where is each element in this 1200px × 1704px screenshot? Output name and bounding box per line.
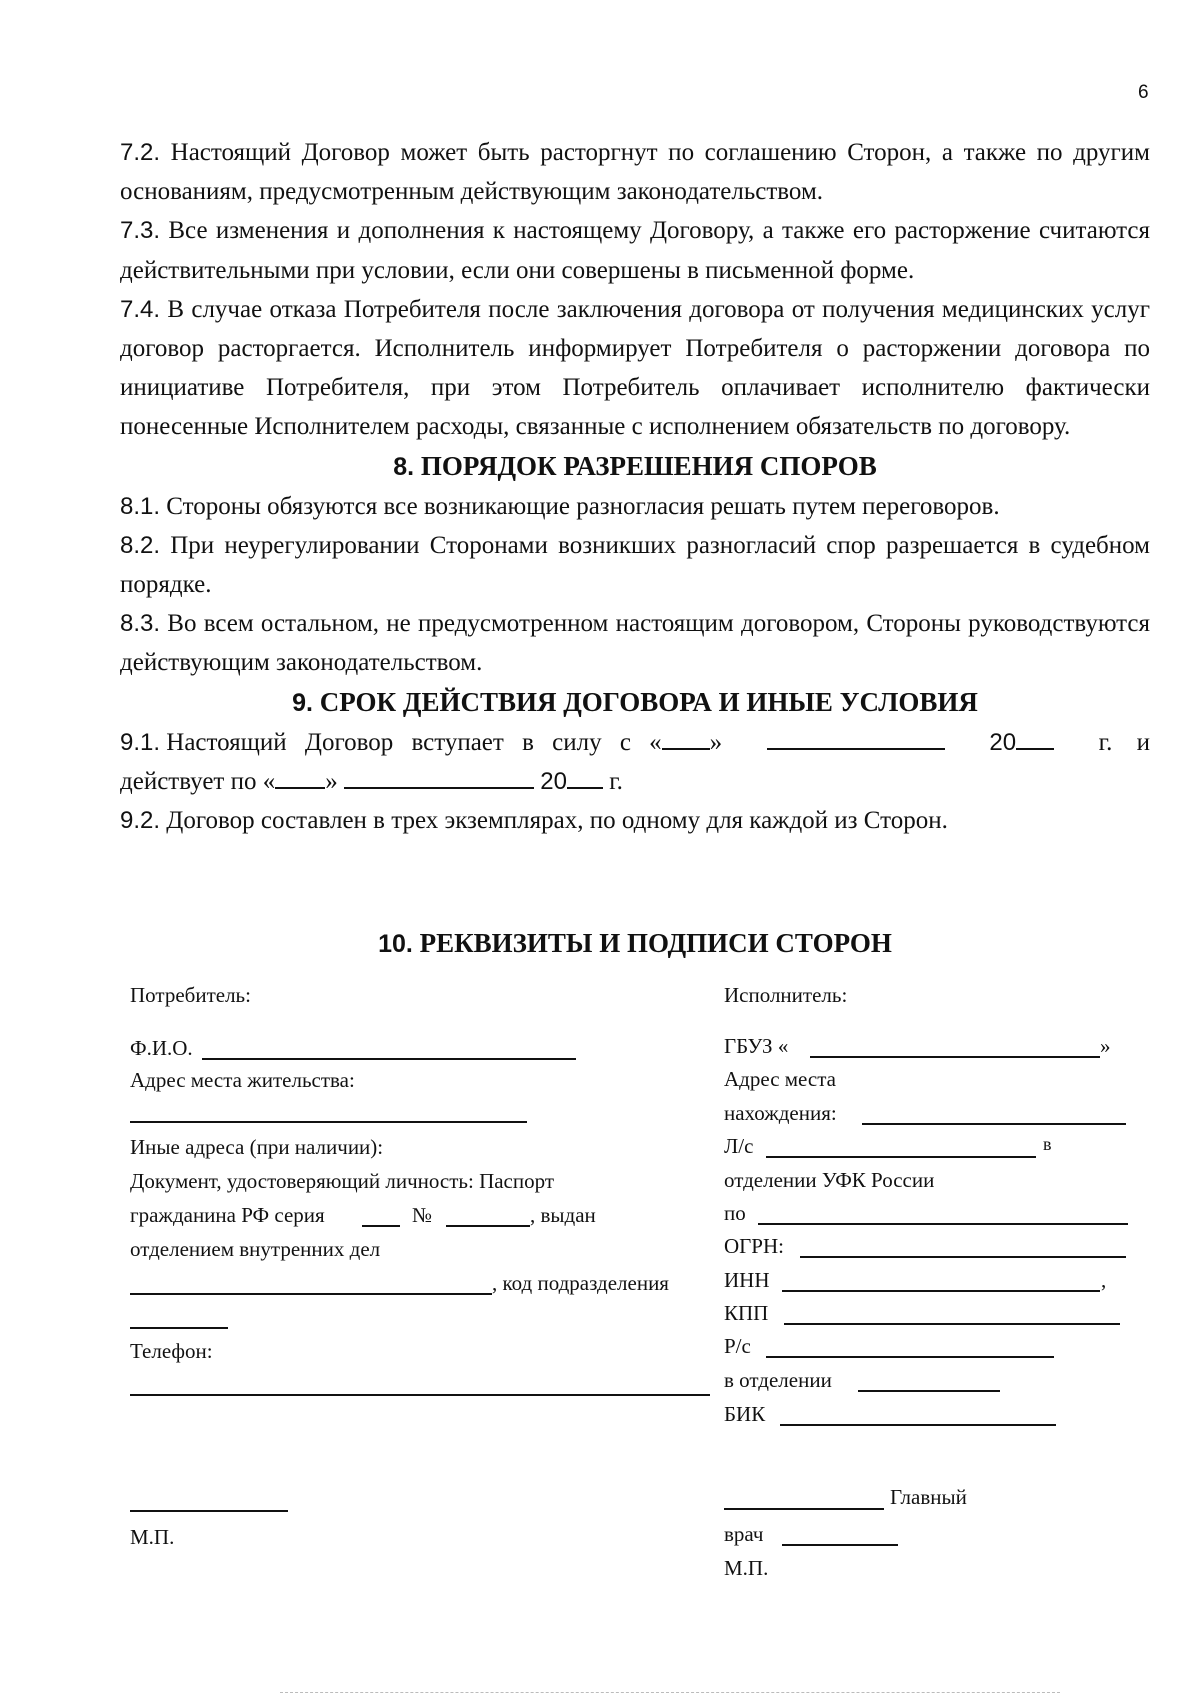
ogrn-label: ОГРН: [724, 1234, 784, 1258]
quote-close: » [709, 728, 723, 756]
division-code-label: , код подразделения [492, 1271, 669, 1295]
org-suffix: » [1100, 1034, 1111, 1058]
paragraph-text: Договор составлен в трех экземплярах, по одному для каждой из Сторон. [166, 807, 948, 835]
ufk-region-field[interactable] [758, 1223, 1128, 1225]
paragraph-text: Стороны обязуются все возникающие разногласия решать путем переговоров. [166, 492, 1000, 520]
rs-field[interactable] [766, 1356, 1054, 1358]
section-title: СРОК ДЕЙСТВИЯ ДОГОВОРА И ИНЫЕ УСЛОВИЯ [319, 686, 978, 717]
year-prefix: 20 [540, 767, 567, 795]
org-prefix: ГБУЗ « [724, 1034, 789, 1058]
section-number: 8. [393, 452, 415, 481]
inn-field[interactable] [782, 1290, 1100, 1292]
paragraph-number: 7.2. [120, 139, 161, 166]
ufk-label: отделении УФК России [724, 1168, 935, 1192]
bik-label: БИК [724, 1402, 766, 1426]
kpp-label: КПП [724, 1301, 769, 1325]
consumer-heading: Потребитель: [130, 983, 251, 1007]
paragraph-text: При неурегулировании Сторонами возникших разногласий спор разрешается в судебном порядке. [120, 531, 1151, 599]
paragraph-number: 9.2. [120, 807, 161, 835]
bik-field[interactable] [780, 1424, 1056, 1426]
passport-number-label: № [412, 1203, 433, 1227]
inn-label: ИНН [724, 1268, 770, 1292]
location-field[interactable] [862, 1123, 1126, 1125]
paragraph-number: 8.1. [120, 492, 161, 520]
address-label: Адрес места жительства: [130, 1068, 355, 1092]
location-label-1: Адрес места [724, 1067, 836, 1091]
org-name-field[interactable] [810, 1056, 1100, 1058]
ogrn-field[interactable] [800, 1256, 1126, 1258]
text-start: действует по « [120, 767, 276, 795]
year-prefix: 20 [989, 728, 1017, 756]
branch-label: в отделении [724, 1368, 832, 1392]
paragraph-number: 8.3. [120, 610, 161, 638]
paragraph-number: 8.2. [120, 531, 161, 559]
paragraph-number: 9.1. [120, 728, 161, 756]
kpp-field[interactable] [784, 1323, 1120, 1325]
scan-artifact-line [280, 1692, 1060, 1693]
id-document-label: Документ, удостоверяющий личность: Паспорт [130, 1169, 555, 1193]
section-title: ПОРЯДОК РАЗРЕШЕНИЯ СПОРОВ [420, 450, 877, 481]
doctor-label: врач [724, 1522, 764, 1546]
inn-comma: , [1101, 1268, 1107, 1292]
passport-series-label: гражданина РФ серия [130, 1203, 325, 1227]
year-suffix: г. [609, 767, 623, 795]
phone-label: Телефон: [130, 1339, 213, 1363]
page-number: 6 [1138, 82, 1149, 103]
paragraph-text: Во всем остальном, не предусмотренном настоящим договором, Стороны руководствуются действующим законодательством. [120, 610, 1151, 677]
section-number: 9. [292, 688, 313, 717]
other-addresses-label: Иные адреса (при наличии): [130, 1135, 384, 1159]
ufk-region-label: по [724, 1201, 746, 1225]
rs-label: Р/с [724, 1334, 751, 1358]
branch-field[interactable] [858, 1390, 1000, 1392]
paragraph-number: 7.4. [120, 295, 161, 323]
executor-heading: Исполнитель: [724, 983, 848, 1007]
paragraph-number: 7.3. [120, 217, 161, 245]
fio-label: Ф.И.О. [130, 1036, 193, 1060]
account-in-label: в [1043, 1134, 1052, 1154]
consumer-stamp-label: М.П. [130, 1525, 175, 1549]
issued-label: , выдан [530, 1203, 596, 1227]
chief-label: Главный [890, 1485, 967, 1509]
section-number: 10. [378, 930, 413, 958]
location-label-2: нахождения: [724, 1101, 837, 1125]
executor-stamp-label: М.П. [724, 1556, 769, 1580]
chief-signature-field[interactable] [724, 1508, 884, 1510]
account-label: Л/с [724, 1134, 754, 1158]
paragraph-text: В случае отказа Потребителя после заключения договора от получения медицинских услуг договор расторгается. Исполнитель информирует Потребителя о расторжении договора по инициативе Потребителя, при этом Потребитель оплачивает исполнителю фактически понесенные Исполнителем расходы, связанные с исполнением обязательств по договору. [120, 295, 1150, 441]
paragraph-text: Все изменения и дополнения к настоящему Договору, а также его расторжение считаются действительными при условии, если они совершены в письменной форме. [120, 217, 1150, 284]
paragraph-text: Настоящий Договор может быть расторгнут по соглашению Сторон, а также по другим основаниям, предусмотренным действующим законодательством. [120, 139, 1150, 206]
issuer-label: отделением внутренних дел [130, 1237, 381, 1261]
year-suffix: г. и [1098, 728, 1150, 756]
section-title: РЕКВИЗИТЫ И ПОДПИСИ СТОРОН [419, 928, 892, 958]
doctor-signature-field[interactable] [782, 1544, 898, 1546]
account-field[interactable] [766, 1156, 1036, 1158]
quote-close: » [325, 767, 338, 795]
text-start: Настоящий Договор вступает в силу с « [166, 728, 662, 756]
